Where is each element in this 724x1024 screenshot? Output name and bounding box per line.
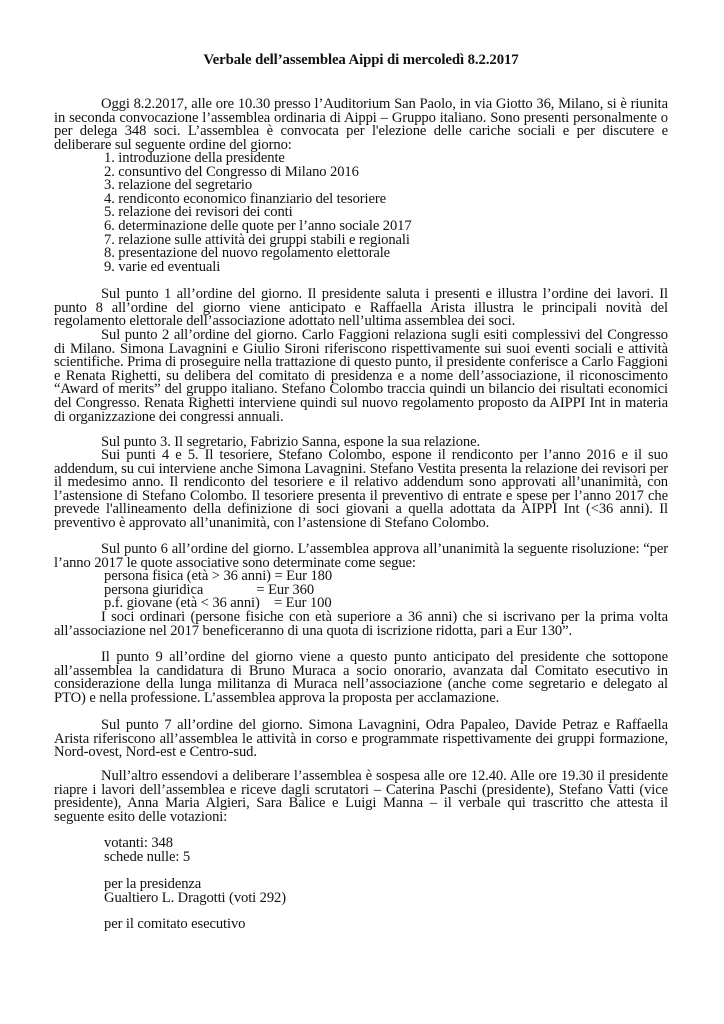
agenda-list — [54, 152, 668, 274]
agenda-item: 3. relazione del segretario — [104, 177, 253, 194]
null-ballots-count: schede nulle: 5 — [104, 848, 191, 865]
document-title: Verbale dell’assemblea Aippi di mercoledì 8.2.2017 — [203, 52, 519, 68]
agenda-item: 9. varie ed eventuali — [104, 258, 221, 275]
point-2-paragraph: Sul punto 2 all’ordine del giorno. Carlo Faggioni relaziona sugli esiti complessivi del Congresso di Milano. Simona Lavagnini e Giulio Sironi riferiscono rispettivamente sui suoi eventi sociali e attività scientifiche. Prima di proseguire nella trattazione di questo punto, il presidente conferisce a Carlo Faggioni e Renata Righetti, su delibera del comitato di presidenza e a nome dell’associazione, il riconoscimento “Award of merits” del gruppo italiano. Stefano Colombo traccia quindi un bilancio dei risultati economici del Congresso. Renata Righetti interviene quindi sul nuovo regolamento proposto da AIPPI Int in materia di organizzazione dei congressi annuali. — [54, 327, 668, 425]
agenda-item: 1. introduzione della presidente — [104, 150, 285, 166]
presidency-result — [54, 878, 668, 905]
agenda-item: 2. consuntivo del Congresso di Milano 2016 — [104, 163, 359, 180]
votes-summary — [54, 837, 668, 864]
executive-section — [54, 918, 668, 932]
agenda-item: 6. determinazione delle quote per l’anno sociale 2017 — [104, 217, 412, 234]
fee-row: persona giuridica = Eur 360 — [104, 581, 315, 598]
points-4-5-paragraph: Sui punti 4 e 5. Il tesoriere, Stefano Colombo, espone il rendiconto per l’anno 2016 e il suo addendum, su cui interviene anche Simona Lavagnini. Stefano Vestita presenta la relazione dei revisori per il medesimo anno. Il rendiconto del tesoriere e il relativo addendum sono approvati all’unanimità, con l’astensione di Stefano Colombo. Il tesoriere presenta il preventivo di entrate e spese per l’anno 2017 che prevede l'allineamento della definizione di soci giovani a quella adottata da AIPPI Int (<36 anni). Il preventivo è approvato all’unanimità, con l’astensione di Stefano Colombo. — [54, 447, 668, 531]
executive-heading: per il comitato esecutivo — [104, 916, 246, 932]
agenda-item: 5. relazione dei revisori dei conti — [104, 204, 293, 221]
point-3-paragraph: Sul punto 3. Il segretario, Fabrizio Sanna, espone la sua relazione. — [101, 434, 481, 450]
voters-count: votanti: 348 — [104, 835, 173, 851]
point-1-paragraph: Sul punto 1 all’ordine del giorno. Il presidente saluta i presenti e illustra l’ordine dei lavori. Il punto 8 all’ordine del giorno viene anticipato e Raffaella Arista illustra le principali novità del regolamento elettorale dell’associazione adottato nell’ultima assemblea dei soci. — [54, 286, 668, 330]
agenda-item: 7. relazione sulle attività dei gruppi stabili e regionali — [104, 231, 410, 248]
presidency-heading: per la presidenza — [104, 876, 202, 892]
agenda-item: 4. rendiconto economico finanziario del tesoriere — [104, 190, 386, 207]
point-7-paragraph: Sul punto 7 all’ordine del giorno. Simona Lavagnini, Odra Papaleo, Davide Petraz e Raffaella Arista riferiscono all’assemblea le attività in corso e programmate rispettivamente dei gruppi formazione, Nord-ovest, Nord-est e Centro-sud. — [54, 717, 668, 761]
fees-note: I soci ordinari (persone fisiche con età superiore a 36 anni) che si iscrivano per la prima volta all’associazione nel 2017 beneficeranno di una quota di iscrizione ridotta, pari a Eur 130”. — [54, 609, 668, 639]
closing-paragraph: Null’altro essendovi a deliberare l’assemblea è sospesa alle ore 12.40. Alle ore 19.30 il presidente riapre i lavori dell’assemblea e riceve dagli scrutatori – Caterina Paschi (presidente), Stefano Vatti (vice presidente), Anna Maria Algieri, Sara Balice e Luigi Manna – il verbale qui trascritto che attesta il seguente esito delle votazioni: — [54, 768, 668, 825]
point-6-paragraph: Sul punto 6 all’ordine del giorno. L’assemblea approva all’unanimità la seguente risoluzione: “per l’anno 2017 le quote associative sono determinate come segue: — [54, 541, 668, 571]
fee-row: p.f. giovane (età < 36 anni) = Eur 100 — [104, 595, 332, 612]
intro-paragraph: Oggi 8.2.2017, alle ore 10.30 presso l’Auditorium San Paolo, in via Giotto 36, Milano, si è riunita in seconda convocazione l’assemblea ordinaria di Aippi – Gruppo italiano. Sono presenti personalmente o per delega 348 soci. L’assemblea è convocata per l'elezione delle cariche sociali e per discutere e deliberare sul seguente ordine del giorno: — [54, 96, 668, 153]
point-9-paragraph: Il punto 9 all’ordine del giorno viene a questo punto anticipato del presidente che sottopone all’assemblea la candidatura di Bruno Muraca a socio onorario, avanzata dal Comitato esecutivo in considerazione della lunga militanza di Muraca nell’associazione (anche come segretario e delegato al PTO) e nella professione. L’assemblea approva la proposta per acclamazione. — [54, 649, 668, 706]
presidency-winner: Gualtiero L. Dragotti (voti 292) — [104, 889, 287, 906]
agenda-item: 8. presentazione del nuovo regolamento elettorale — [104, 245, 391, 262]
fee-row: persona fisica (età > 36 anni) = Eur 180 — [104, 568, 333, 584]
fees-list — [54, 570, 668, 611]
